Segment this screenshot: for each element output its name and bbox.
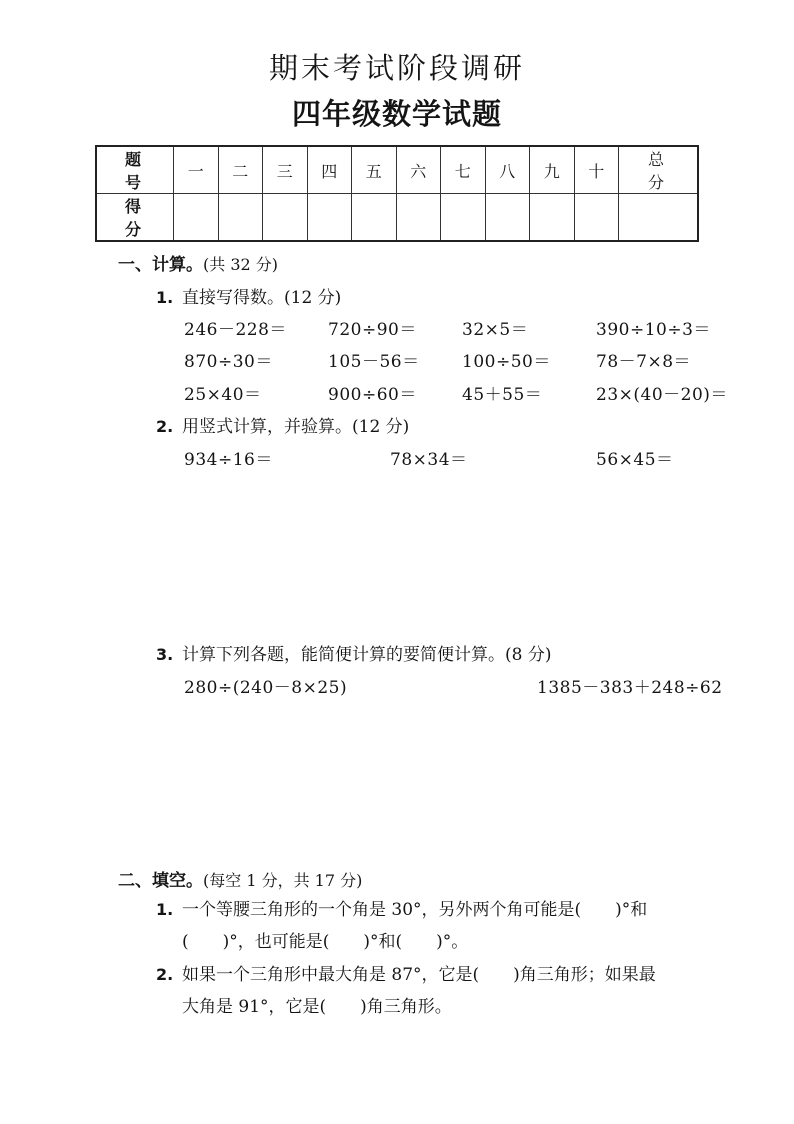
column-2: 二: [218, 146, 263, 194]
score-table: [95, 145, 699, 242]
question-text-line-2[interactable]: 大角是 91°，它是( )角三角形。: [182, 997, 452, 1017]
section-1-title: 一、计算。: [118, 255, 203, 275]
vertical-calc-item: 56×45＝: [596, 450, 674, 470]
calc-item: 25×40＝: [184, 385, 262, 405]
fill-question-2-1: [156, 893, 647, 927]
section-2-points: (每空 1 分，共 17 分): [203, 871, 363, 890]
question-text-line-1[interactable]: 如果一个三角形中最大角是 87°，它是( )角三角形；如果最: [182, 965, 656, 985]
question-number: 2.: [156, 965, 174, 984]
exam-title: 期末考试阶段调研: [268, 51, 525, 85]
score-cell-3[interactable]: [263, 194, 308, 242]
question-number-label: 题 号: [96, 146, 174, 194]
calc-item: 78－7×8＝: [596, 352, 692, 372]
score-cell-8[interactable]: [485, 194, 530, 242]
question-number: 1.: [156, 288, 174, 307]
score-cell-5[interactable]: [352, 194, 397, 242]
column-8: 八: [485, 146, 530, 194]
column-4: 四: [307, 146, 352, 194]
score-cell-6[interactable]: [396, 194, 441, 242]
calc-item: 45＋55＝: [462, 385, 543, 405]
section-2-heading: [118, 866, 362, 891]
column-5: 五: [352, 146, 397, 194]
score-cell-10[interactable]: [574, 194, 619, 242]
score-cell-2[interactable]: [218, 194, 263, 242]
vertical-calc-item: 78×34＝: [390, 450, 468, 470]
score-cell-4[interactable]: [307, 194, 352, 242]
score-table-score-row: [96, 194, 698, 242]
score-cell-total[interactable]: [619, 194, 699, 242]
section-1-heading: [118, 250, 278, 275]
column-1: 一: [174, 146, 219, 194]
question-1-2: [156, 412, 409, 437]
question-1-3: [156, 640, 551, 665]
section-1-points: (共 32 分): [203, 255, 279, 274]
score-cell-1[interactable]: [174, 194, 219, 242]
calc-item: 870÷30＝: [184, 352, 273, 372]
calc-item: 390÷10÷3＝: [596, 320, 711, 340]
column-9: 九: [530, 146, 575, 194]
score-table-header-row: [96, 146, 698, 194]
calc-item: 100÷50＝: [462, 352, 551, 372]
score-cell-9[interactable]: [530, 194, 575, 242]
calc-item: 720÷90＝: [328, 320, 417, 340]
calc-item: 105－56＝: [328, 352, 420, 372]
column-3: 三: [263, 146, 308, 194]
simplify-calc-item: 1385－383＋248÷62: [537, 678, 723, 698]
question-text: 用竖式计算，并验算。(12 分): [182, 417, 410, 437]
question-text: 计算下列各题，能简便计算的要简便计算。(8 分): [182, 645, 552, 665]
question-number: 3.: [156, 645, 174, 664]
fill-question-2-2: [156, 958, 656, 992]
question-text: 直接写得数。(12 分): [182, 288, 342, 308]
question-number: 2.: [156, 417, 174, 436]
column-7: 七: [441, 146, 486, 194]
score-label: 得 分: [96, 194, 174, 242]
simplify-calc-item: 280÷(240－8×25): [184, 678, 348, 698]
question-1-1: [156, 283, 341, 308]
vertical-calc-item: 934÷16＝: [184, 450, 273, 470]
score-cell-7[interactable]: [441, 194, 486, 242]
total-score-label: 总 分: [619, 146, 699, 194]
question-text-line-1[interactable]: 一个等腰三角形的一个角是 30°，另外两个角可能是( )°和: [182, 900, 648, 920]
calc-item: 246－228＝: [184, 320, 287, 340]
calc-item: 23×(40－20)＝: [596, 385, 728, 405]
calc-item: 900÷60＝: [328, 385, 417, 405]
exam-subtitle: 四年级数学试题: [291, 97, 502, 131]
section-2-title: 二、填空。: [118, 871, 203, 891]
question-text-line-2[interactable]: ( )°，也可能是( )°和( )°。: [182, 932, 469, 952]
column-6: 六: [396, 146, 441, 194]
calc-item: 32×5＝: [462, 320, 529, 340]
question-number: 1.: [156, 900, 174, 919]
column-10: 十: [574, 146, 619, 194]
